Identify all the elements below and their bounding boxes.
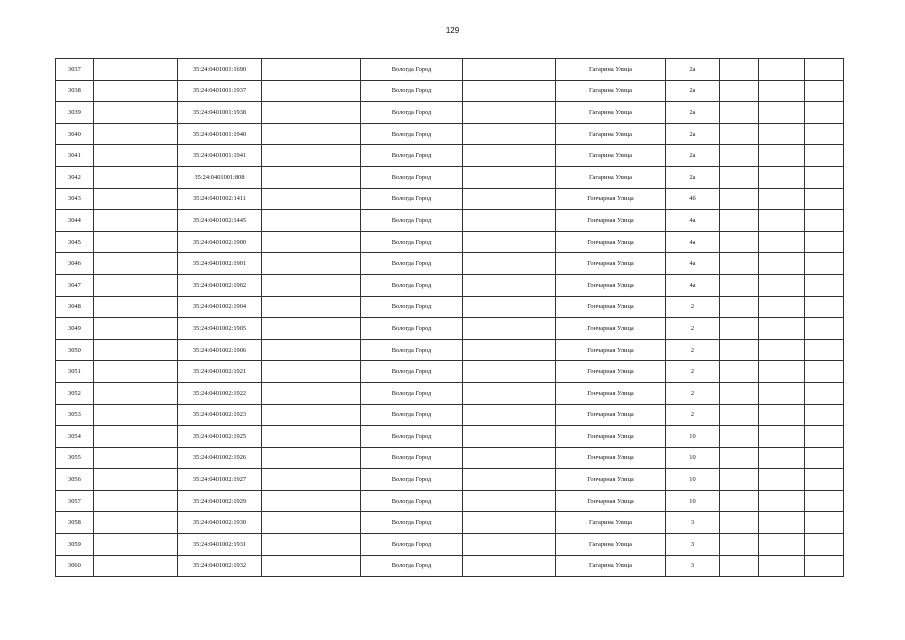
table-row (56, 102, 844, 124)
row-number-cell: 3052 (56, 382, 94, 404)
street-cell: Гагарина Улица (556, 512, 666, 534)
house-number-cell: 3 (666, 555, 720, 577)
row-number-cell: 3058 (56, 512, 94, 534)
empty-cell (759, 469, 805, 491)
empty-cell (720, 188, 759, 210)
locality-cell: Вологда Город (361, 80, 463, 102)
row-number-cell: 3041 (56, 145, 94, 167)
house-number-cell: 10 (666, 490, 720, 512)
empty-cell (759, 447, 805, 469)
empty-cell (463, 166, 556, 188)
locality-cell: Вологда Город (361, 318, 463, 340)
row-number-cell: 3047 (56, 274, 94, 296)
row-number-cell: 3037 (56, 59, 94, 81)
empty-cell (463, 404, 556, 426)
locality-cell: Вологда Город (361, 490, 463, 512)
registry-table (55, 58, 844, 577)
empty-cell (463, 512, 556, 534)
empty-cell (94, 534, 178, 556)
empty-cell (720, 426, 759, 448)
empty-cell (262, 296, 361, 318)
empty-cell (94, 253, 178, 275)
cadastral-number-cell: 35:24:0401002:1931 (178, 534, 262, 556)
table-row (56, 166, 844, 188)
page-number: 129 (445, 26, 460, 35)
empty-cell (94, 59, 178, 81)
street-cell: Гончарная Улица (556, 231, 666, 253)
empty-cell (463, 382, 556, 404)
house-number-cell: 2 (666, 404, 720, 426)
empty-cell (463, 145, 556, 167)
empty-cell (262, 188, 361, 210)
locality-cell: Вологда Город (361, 469, 463, 491)
empty-cell (805, 166, 844, 188)
locality-cell: Вологда Город (361, 426, 463, 448)
cadastral-number-cell: 35:24:0401002:1929 (178, 490, 262, 512)
house-number-cell: 2а (666, 102, 720, 124)
empty-cell (805, 469, 844, 491)
empty-cell (463, 253, 556, 275)
empty-cell (94, 123, 178, 145)
locality-cell: Вологда Город (361, 555, 463, 577)
empty-cell (720, 447, 759, 469)
row-number-cell: 3060 (56, 555, 94, 577)
empty-cell (262, 469, 361, 491)
street-cell: Гагарина Улица (556, 102, 666, 124)
house-number-cell: 10 (666, 469, 720, 491)
empty-cell (262, 145, 361, 167)
empty-cell (759, 426, 805, 448)
street-cell: Гончарная Улица (556, 404, 666, 426)
empty-cell (805, 231, 844, 253)
empty-cell (759, 382, 805, 404)
empty-cell (463, 555, 556, 577)
empty-cell (720, 490, 759, 512)
cadastral-number-cell: 35:24:0401001:1690 (178, 59, 262, 81)
locality-cell: Вологда Город (361, 339, 463, 361)
street-cell: Гагарина Улица (556, 59, 666, 81)
cadastral-number-cell: 35:24:0401001:1937 (178, 80, 262, 102)
locality-cell: Вологда Город (361, 253, 463, 275)
locality-cell: Вологда Город (361, 188, 463, 210)
empty-cell (720, 361, 759, 383)
house-number-cell: 2 (666, 382, 720, 404)
locality-cell: Вологда Город (361, 166, 463, 188)
empty-cell (94, 512, 178, 534)
empty-cell (720, 102, 759, 124)
empty-cell (759, 59, 805, 81)
empty-cell (463, 361, 556, 383)
empty-cell (720, 318, 759, 340)
street-cell: Гончарная Улица (556, 296, 666, 318)
locality-cell: Вологда Город (361, 296, 463, 318)
row-number-cell: 3054 (56, 426, 94, 448)
cadastral-number-cell: 35:24:0401002:1930 (178, 512, 262, 534)
row-number-cell: 3048 (56, 296, 94, 318)
empty-cell (94, 318, 178, 340)
table-row (56, 339, 844, 361)
table-row (56, 361, 844, 383)
cadastral-number-cell: 35:24:0401002:1932 (178, 555, 262, 577)
empty-cell (463, 123, 556, 145)
table-row (56, 426, 844, 448)
row-number-cell: 3050 (56, 339, 94, 361)
empty-cell (262, 512, 361, 534)
table-row (56, 210, 844, 232)
house-number-cell: 3 (666, 512, 720, 534)
empty-cell (759, 512, 805, 534)
table-row (56, 123, 844, 145)
empty-cell (720, 80, 759, 102)
empty-cell (463, 80, 556, 102)
cadastral-number-cell: 35:24:0401002:1445 (178, 210, 262, 232)
house-number-cell: 10 (666, 426, 720, 448)
cadastral-number-cell: 35:24:0401002:1927 (178, 469, 262, 491)
house-number-cell: 2 (666, 339, 720, 361)
table-row (56, 253, 844, 275)
table-row (56, 188, 844, 210)
empty-cell (94, 361, 178, 383)
cadastral-number-cell: 35:24:0401002:1906 (178, 339, 262, 361)
house-number-cell: 4а (666, 274, 720, 296)
empty-cell (720, 166, 759, 188)
locality-cell: Вологда Город (361, 447, 463, 469)
locality-cell: Вологда Город (361, 361, 463, 383)
empty-cell (805, 490, 844, 512)
row-number-cell: 3049 (56, 318, 94, 340)
empty-cell (94, 102, 178, 124)
empty-cell (94, 166, 178, 188)
street-cell: Гончарная Улица (556, 490, 666, 512)
table-row (56, 534, 844, 556)
empty-cell (805, 80, 844, 102)
empty-cell (463, 318, 556, 340)
empty-cell (463, 188, 556, 210)
empty-cell (759, 490, 805, 512)
empty-cell (463, 231, 556, 253)
street-cell: Гончарная Улица (556, 253, 666, 275)
locality-cell: Вологда Город (361, 210, 463, 232)
empty-cell (94, 447, 178, 469)
empty-cell (805, 123, 844, 145)
row-number-cell: 3057 (56, 490, 94, 512)
street-cell: Гончарная Улица (556, 382, 666, 404)
empty-cell (759, 404, 805, 426)
row-number-cell: 3051 (56, 361, 94, 383)
row-number-cell: 3042 (56, 166, 94, 188)
empty-cell (759, 123, 805, 145)
row-number-cell: 3055 (56, 447, 94, 469)
empty-cell (720, 469, 759, 491)
house-number-cell: 2а (666, 166, 720, 188)
locality-cell: Вологда Город (361, 145, 463, 167)
empty-cell (759, 339, 805, 361)
table-row (56, 59, 844, 81)
row-number-cell: 3046 (56, 253, 94, 275)
empty-cell (262, 404, 361, 426)
house-number-cell: 2а (666, 59, 720, 81)
street-cell: Гагарина Улица (556, 123, 666, 145)
locality-cell: Вологда Город (361, 274, 463, 296)
empty-cell (805, 382, 844, 404)
empty-cell (805, 339, 844, 361)
empty-cell (262, 382, 361, 404)
empty-cell (805, 296, 844, 318)
street-cell: Гончарная Улица (556, 274, 666, 296)
locality-cell: Вологда Город (361, 512, 463, 534)
row-number-cell: 3040 (56, 123, 94, 145)
house-number-cell: 3 (666, 534, 720, 556)
table-row (56, 382, 844, 404)
table-row (56, 447, 844, 469)
empty-cell (759, 145, 805, 167)
locality-cell: Вологда Город (361, 534, 463, 556)
street-cell: Гагарина Улица (556, 80, 666, 102)
row-number-cell: 3059 (56, 534, 94, 556)
cadastral-number-cell: 35:24:0401001:1941 (178, 145, 262, 167)
cadastral-number-cell: 35:24:0401002:1921 (178, 361, 262, 383)
house-number-cell: 10 (666, 447, 720, 469)
street-cell: Гончарная Улица (556, 426, 666, 448)
empty-cell (720, 253, 759, 275)
cadastral-number-cell: 35:24:0401002:1926 (178, 447, 262, 469)
street-cell: Гагарина Улица (556, 166, 666, 188)
house-number-cell: 4б (666, 188, 720, 210)
empty-cell (94, 210, 178, 232)
empty-cell (805, 102, 844, 124)
empty-cell (463, 490, 556, 512)
empty-cell (94, 555, 178, 577)
empty-cell (805, 404, 844, 426)
street-cell: Гончарная Улица (556, 318, 666, 340)
street-cell: Гагарина Улица (556, 555, 666, 577)
cadastral-number-cell: 35:24:0401001:808 (178, 166, 262, 188)
street-cell: Гагарина Улица (556, 145, 666, 167)
empty-cell (759, 534, 805, 556)
empty-cell (805, 555, 844, 577)
cadastral-number-cell: 35:24:0401002:1905 (178, 318, 262, 340)
street-cell: Гончарная Улица (556, 210, 666, 232)
empty-cell (759, 361, 805, 383)
empty-cell (463, 339, 556, 361)
empty-cell (262, 123, 361, 145)
empty-cell (720, 404, 759, 426)
street-cell: Гончарная Улица (556, 339, 666, 361)
locality-cell: Вологда Город (361, 404, 463, 426)
empty-cell (720, 512, 759, 534)
table-row (56, 490, 844, 512)
empty-cell (759, 80, 805, 102)
empty-cell (720, 555, 759, 577)
locality-cell: Вологда Город (361, 123, 463, 145)
empty-cell (720, 296, 759, 318)
empty-cell (262, 426, 361, 448)
locality-cell: Вологда Город (361, 231, 463, 253)
empty-cell (805, 512, 844, 534)
cadastral-number-cell: 35:24:0401002:1902 (178, 274, 262, 296)
empty-cell (805, 188, 844, 210)
empty-cell (759, 210, 805, 232)
empty-cell (720, 145, 759, 167)
empty-cell (805, 145, 844, 167)
street-cell: Гончарная Улица (556, 447, 666, 469)
empty-cell (759, 166, 805, 188)
table-row (56, 404, 844, 426)
empty-cell (262, 80, 361, 102)
house-number-cell: 2 (666, 318, 720, 340)
empty-cell (262, 274, 361, 296)
empty-cell (805, 447, 844, 469)
empty-cell (262, 231, 361, 253)
table-row (56, 296, 844, 318)
empty-cell (759, 188, 805, 210)
row-number-cell: 3045 (56, 231, 94, 253)
house-number-cell: 2 (666, 361, 720, 383)
street-cell: Гончарная Улица (556, 469, 666, 491)
empty-cell (759, 231, 805, 253)
table-row (56, 512, 844, 534)
cadastral-number-cell: 35:24:0401002:1922 (178, 382, 262, 404)
row-number-cell: 3056 (56, 469, 94, 491)
empty-cell (720, 123, 759, 145)
empty-cell (463, 426, 556, 448)
empty-cell (720, 59, 759, 81)
empty-cell (805, 253, 844, 275)
cadastral-number-cell: 35:24:0401002:1900 (178, 231, 262, 253)
table-row (56, 231, 844, 253)
empty-cell (720, 231, 759, 253)
empty-cell (94, 339, 178, 361)
empty-cell (94, 404, 178, 426)
empty-cell (94, 426, 178, 448)
row-number-cell: 3044 (56, 210, 94, 232)
cadastral-number-cell: 35:24:0401002:1923 (178, 404, 262, 426)
empty-cell (94, 231, 178, 253)
row-number-cell: 3043 (56, 188, 94, 210)
empty-cell (262, 166, 361, 188)
table-row (56, 555, 844, 577)
cadastral-number-cell: 35:24:0401001:1940 (178, 123, 262, 145)
empty-cell (463, 210, 556, 232)
empty-cell (262, 447, 361, 469)
locality-cell: Вологда Город (361, 102, 463, 124)
empty-cell (463, 296, 556, 318)
locality-cell: Вологда Город (361, 59, 463, 81)
empty-cell (720, 382, 759, 404)
empty-cell (805, 426, 844, 448)
table-row (56, 274, 844, 296)
empty-cell (720, 534, 759, 556)
empty-cell (262, 361, 361, 383)
empty-cell (805, 59, 844, 81)
empty-cell (262, 59, 361, 81)
empty-cell (94, 274, 178, 296)
table-row (56, 318, 844, 340)
table-row (56, 145, 844, 167)
house-number-cell: 2 (666, 296, 720, 318)
empty-cell (262, 210, 361, 232)
empty-cell (759, 274, 805, 296)
empty-cell (94, 490, 178, 512)
empty-cell (262, 490, 361, 512)
empty-cell (463, 469, 556, 491)
empty-cell (759, 318, 805, 340)
empty-cell (720, 339, 759, 361)
cadastral-number-cell: 35:24:0401002:1925 (178, 426, 262, 448)
empty-cell (805, 361, 844, 383)
house-number-cell: 4а (666, 210, 720, 232)
empty-cell (759, 102, 805, 124)
house-number-cell: 4а (666, 231, 720, 253)
empty-cell (720, 210, 759, 232)
empty-cell (759, 296, 805, 318)
locality-cell: Вологда Город (361, 382, 463, 404)
empty-cell (805, 534, 844, 556)
empty-cell (805, 210, 844, 232)
empty-cell (805, 274, 844, 296)
empty-cell (94, 382, 178, 404)
house-number-cell: 2а (666, 80, 720, 102)
cadastral-number-cell: 35:24:0401001:1938 (178, 102, 262, 124)
empty-cell (720, 274, 759, 296)
cadastral-number-cell: 35:24:0401002:1904 (178, 296, 262, 318)
empty-cell (759, 253, 805, 275)
registry-table-body (56, 59, 844, 577)
empty-cell (463, 534, 556, 556)
empty-cell (94, 188, 178, 210)
row-number-cell: 3039 (56, 102, 94, 124)
house-number-cell: 4а (666, 253, 720, 275)
empty-cell (262, 339, 361, 361)
empty-cell (463, 447, 556, 469)
house-number-cell: 2а (666, 123, 720, 145)
street-cell: Гончарная Улица (556, 361, 666, 383)
empty-cell (262, 253, 361, 275)
table-row (56, 469, 844, 491)
empty-cell (94, 469, 178, 491)
empty-cell (262, 555, 361, 577)
empty-cell (463, 102, 556, 124)
empty-cell (94, 80, 178, 102)
table-row (56, 80, 844, 102)
cadastral-number-cell: 35:24:0401002:1411 (178, 188, 262, 210)
row-number-cell: 3038 (56, 80, 94, 102)
empty-cell (262, 318, 361, 340)
empty-cell (805, 318, 844, 340)
empty-cell (94, 145, 178, 167)
empty-cell (463, 59, 556, 81)
empty-cell (262, 102, 361, 124)
street-cell: Гагарина Улица (556, 534, 666, 556)
cadastral-number-cell: 35:24:0401002:1901 (178, 253, 262, 275)
empty-cell (262, 534, 361, 556)
empty-cell (463, 274, 556, 296)
row-number-cell: 3053 (56, 404, 94, 426)
empty-cell (759, 555, 805, 577)
house-number-cell: 2а (666, 145, 720, 167)
street-cell: Гончарная Улица (556, 188, 666, 210)
empty-cell (94, 296, 178, 318)
